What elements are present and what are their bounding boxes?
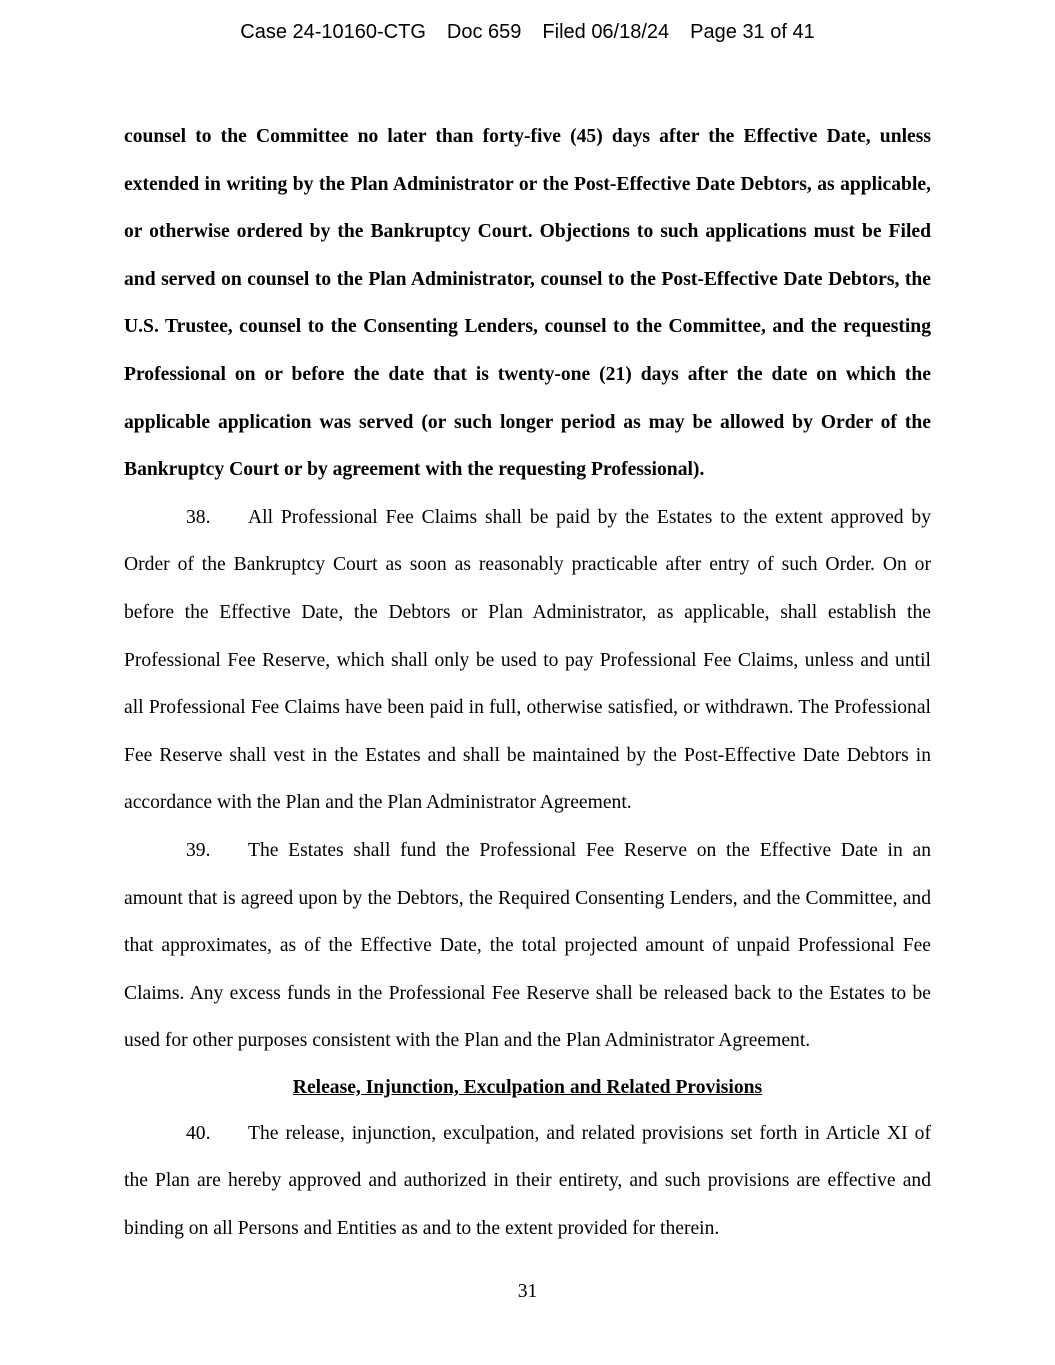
continuation-paragraph: counsel to the Committee no later than forty-five (45) days after the Effective Date, unless extended in writing by the Plan Administrator or the Post-Effective Date Debtors, as applicable, or otherwise ordered by the Bankruptcy Court. Objections to such applications must be Filed and served on counsel to the Plan Administrator, counsel to the Post-Effective Date Debtors, the U.S. Trustee, counsel to the Consenting Lenders, counsel to the Committee, and the requesting Professional on or before the date that is twenty-one (21) days after the date on which the applicable application was served (or such longer period as may be allowed by Order of the Bankruptcy Court or by agreement with the requesting Professional). xyxy=(124,126,931,481)
paragraph-39-number: 39. xyxy=(186,839,211,861)
document-body xyxy=(124,113,931,1253)
paragraph-40-text: The release, injunction, exculpation, and related provisions set forth in Article XI of the Plan are hereby approved and authorized in their entirety, and such provisions are effective and binding on all Persons and Entities as and to the extent provided for therein. xyxy=(124,1122,931,1240)
paragraph-39 xyxy=(124,827,931,1065)
page-indicator: Page 31 of 41 xyxy=(690,21,815,43)
filed-date: Filed 06/18/24 xyxy=(542,21,670,43)
paragraph-40-number: 40. xyxy=(186,1122,211,1144)
section-heading: Release, Injunction, Exculpation and Related Provisions xyxy=(292,1076,763,1098)
paragraph-38 xyxy=(124,494,931,827)
paragraph-39-text: The Estates shall fund the Professional Fee Reserve on the Effective Date in an amount that is agreed upon by the Debtors, the Required Consenting Lenders, and the Committee, and that approximates, as of the Effective Date, the total projected amount of unpaid Professional Fee Claims. Any excess funds in the Professional Fee Reserve shall be released back to the Estates to be used for other purposes consistent with the Plan and the Plan Administrator Agreement. xyxy=(124,839,931,1052)
case-number: Case 24-10160-CTG xyxy=(240,21,426,43)
page-number: 31 xyxy=(517,1281,538,1302)
paragraph-38-number: 38. xyxy=(186,506,211,528)
case-header xyxy=(0,18,1055,46)
doc-number: Doc 659 xyxy=(446,21,522,43)
paragraph-38-text: All Professional Fee Claims shall be paid by the Estates to the extent approved by Order of the Bankruptcy Court as soon as reasonably practicable after entry of such Order. On or before the Effective Date, the Debtors or Plan Administrator, as applicable, shall establish the Professional Fee Reserve, which shall only be used to pay Professional Fee Claims, unless and until all Professional Fee Claims have been paid in full, otherwise satisfied, or withdrawn. The Professional Fee Reserve shall vest in the Estates and shall be maintained by the Post-Effective Date Debtors in accordance with the Plan and the Plan Administrator Agreement. xyxy=(124,506,931,814)
paragraph-40 xyxy=(124,1110,931,1253)
